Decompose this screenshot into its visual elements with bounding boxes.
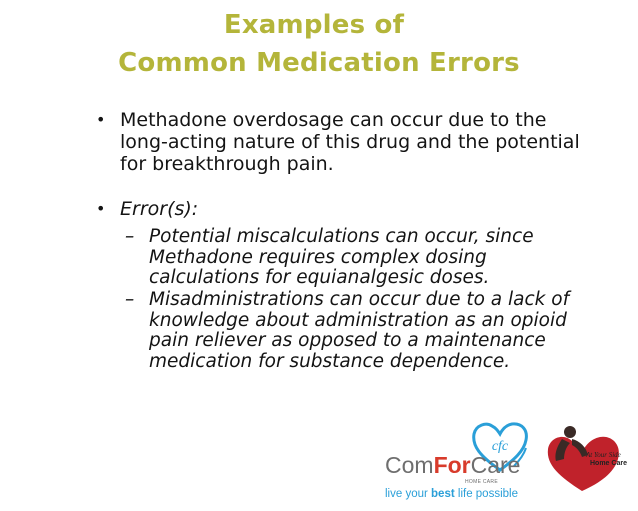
- comforcare-wordmark: [385, 452, 520, 478]
- comforcare-tagline: [385, 488, 518, 500]
- ays-line1: At Your Side: [586, 451, 621, 459]
- wordmark-part: Care: [470, 452, 521, 478]
- bullet-text: Error(s):: [120, 198, 199, 220]
- tagline-part: live your: [385, 488, 432, 500]
- bullet-marker: •: [96, 110, 106, 129]
- sub-bullet-text: Potential miscalculations can occur, since Methadone requires complex dosing calculations for equianalgesic doses.: [149, 226, 534, 288]
- slide-title-line2: Common Medication Errors: [118, 48, 520, 78]
- comforcare-subtitle: HOME CARE: [465, 479, 498, 485]
- wordmark-part: Com: [385, 452, 434, 478]
- slide-title-line1: Examples of: [223, 10, 405, 40]
- sub-bullet-text: Misadministrations can occur due to a lack of knowledge about administration as an opioid pain reliever as opposed to a maintenance medication for substance dependence.: [149, 289, 570, 372]
- tagline-part: best: [431, 488, 455, 500]
- bullet-item-overdosage: [96, 109, 616, 175]
- sub-bullet-marker: –: [125, 289, 135, 310]
- wordmark-part: For: [433, 452, 471, 478]
- at-your-side-logo: [542, 425, 632, 495]
- ays-line2: Home Care: [590, 460, 627, 467]
- bullet-text: Methadone overdosage can occur due to the long-acting nature of this drug and the potential for breakthrough pain.: [120, 109, 580, 175]
- svg-text:cfc: cfc: [491, 439, 509, 454]
- bullet-marker: •: [96, 199, 106, 218]
- bullet-item-errors: [96, 198, 616, 222]
- comforcare-logo: [385, 420, 535, 500]
- sub-bullet-misadministrations: [125, 290, 605, 394]
- sub-bullet-marker: –: [125, 226, 135, 247]
- tagline-part: life possible: [454, 488, 518, 500]
- sub-bullet-miscalculations: [125, 227, 605, 289]
